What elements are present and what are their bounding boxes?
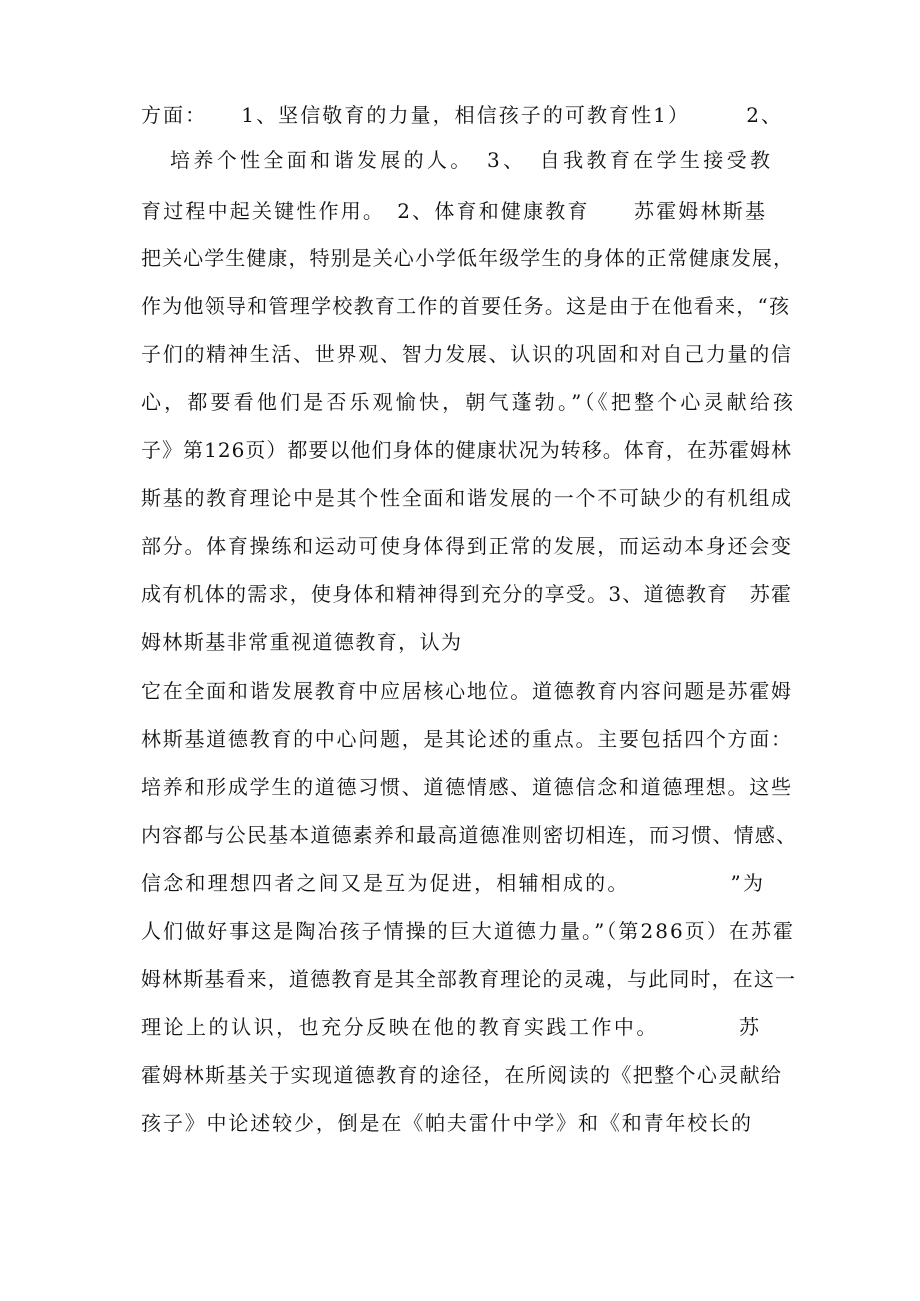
text-line-15: 培养和形成学生的道德习惯、道德情感、道德信念和道德理想。这些 [141,775,793,799]
text-line-5: 作为他领导和管理学校教育工作的首要任务。这是由于在他看来，“孩 [141,294,791,318]
text-line-19: 姆林斯基看来，道德教育是其全部教育理论的灵魂，与此同时，在这一 [141,967,797,991]
text-line-21: 霍姆林斯基关于实现道德教育的途径，在所阅读的《把整个心灵献给 [141,1063,783,1087]
text-line-12: 姆林斯基非常重视道德教育，认为 [141,630,463,654]
text-line-22: 孩子》中论述较少，倒是在《帕夫雷什中学》和《和青年校长的 [141,1111,753,1135]
text-line-10: 部分。体育操练和运动可使身体得到正常的发展，而运动本身还会变 [141,534,793,558]
text-line-4: 把关心学生健康，特别是关心小学低年级学生的身体的正常健康发展， [141,246,795,270]
text-line-7: 心，都要看他们是否乐观愉快，朝气蓬勃。”（《把整个心灵献给孩 [141,390,797,414]
text-line-1: 方面： 1、坚信敬育的力量，相信孩子的可教育性1） 2、 [141,103,784,127]
text-line-14: 林斯基道德教育的中心问题，是其论述的重点。主要包括四个方面： [141,727,793,751]
text-line-17: 信念和理想四者之间又是互为促进，相辅相成的。 ”为 [141,871,766,895]
text-line-13: 它在全面和谐发展教育中应居核心地位。道德教育内容问题是苏霍姆 [141,679,793,703]
text-line-20: 理论上的认识，也充分反映在他的教育实践工作中。 苏 [141,1015,762,1039]
text-line-16: 内容都与公民基本道德素养和最高道德准则密切相连，而习惯、情感、 [141,823,798,847]
text-line-9: 斯基的教育理论中是其个性全面和谐发展的一个不可缺少的有机组成 [141,486,793,510]
text-line-8: 子》第126页）都要以他们身体的健康状况为转移。体育，在苏霍姆林 [141,438,793,462]
text-line-11: 成有机体的需求，使身体和精神得到充分的享受。3、道德教育 苏霍 [141,582,793,606]
text-line-6: 子们的精神生活、世界观、智力发展、认识的巩固和对自己力量的信 [141,342,793,366]
text-line-18: 人们做好事这是陶冶孩子情操的巨大道德力量。”（第286页）在苏霍 [141,919,796,943]
text-line-2: 培养个性全面和谐发展的人。 3、 自我教育在学生接受教 [170,148,774,172]
text-line-3: 育过程中起关键性作用。 2、体育和健康教育 苏霍姆林斯基 [141,199,768,223]
